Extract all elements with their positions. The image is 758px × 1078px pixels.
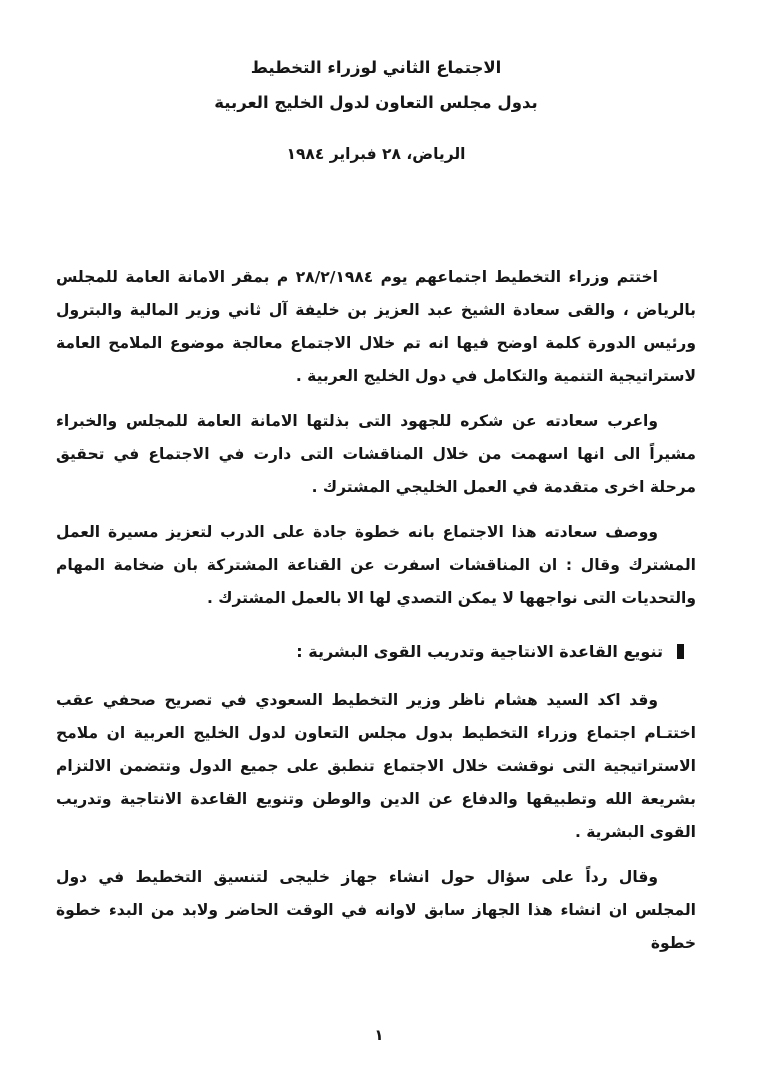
document-header xyxy=(56,60,696,163)
paragraph-3: ووصف سعادته هذا الاجتماع بانه خطوة جادة على الدرب لتعزيز مسيرة العمل المشترك وقال : ان المناقشات اسفرت عن القناعة المشتركة بان ضخامة المهام والتحديات التى نواجهها لا يمكن التصدي لها الا بالعمل المشترك . xyxy=(56,523,696,607)
section-heading xyxy=(56,635,696,668)
paragraph-4: وقد اكد السيد هشام ناظر وزير التخطيط السعودي في تصريح صحفي عقب اختتـام اجتماع وزراء التخطيط بدول مجلس التعاون لدول الخليج العربية ان ملامح الاستراتيجية التى نوقشت خلال الاجتماع تنطبق على جميع الدول وتتضمن الالتزام بشريعة الله وتطبيقها والدفاع عن الدين والوطن وتنويع القاعدة الانتاجية وتدريب القوى البشرية . xyxy=(56,691,696,841)
paragraph-5: وقال رداً على سؤال حول انشاء جهاز خليجى لتنسيق التخطيط في دول المجلس ان انشاء هذا الجهاز سابق لاوانه في الوقت الحاضر ولابد من البدء خطوة خطوة xyxy=(56,868,696,952)
document-title-line2: بدول مجلس التعاون لدول الخليج العربية xyxy=(214,92,538,112)
section-bullet-icon xyxy=(677,644,684,659)
document-body xyxy=(56,261,696,960)
page-number: ١ xyxy=(374,1026,384,1044)
document-title-line1: الاجتماع الثاني لوزراء التخطيط xyxy=(250,58,502,77)
paragraph-2: واعرب سعادته عن شكره للجهود التى بذلتها الامانة العامة للمجلس والخبراء مشيراً الى انها اسهمت من خلال المناقشات التى دارت في الاجتماع في تحقيق مرحلة اخرى متقدمة في العمل الخليجي المشترك . xyxy=(56,412,696,496)
section-heading-text: تنويع القاعدة الانتاجية وتدريب القوى البشرية : xyxy=(296,642,663,661)
document-date: الرياض، ٢٨ فبراير ١٩٨٤ xyxy=(286,145,466,163)
paragraph-1: اختتم وزراء التخطيط اجتماعهم يوم ٢٨/٢/١٩٨٤ م بمقر الامانة العامة للمجلس بالرياض ، والقى سعادة الشيخ عبد العزيز بن خليفة آل ثاني وزير المالية والبترول ورئيس الدورة كلمة اوضح فيها انه تم خلال الاجتماع معالجة موضوع الملامح العامة لاستراتيجية التنمية والتكامل في دول الخليج العربية . xyxy=(56,268,696,385)
